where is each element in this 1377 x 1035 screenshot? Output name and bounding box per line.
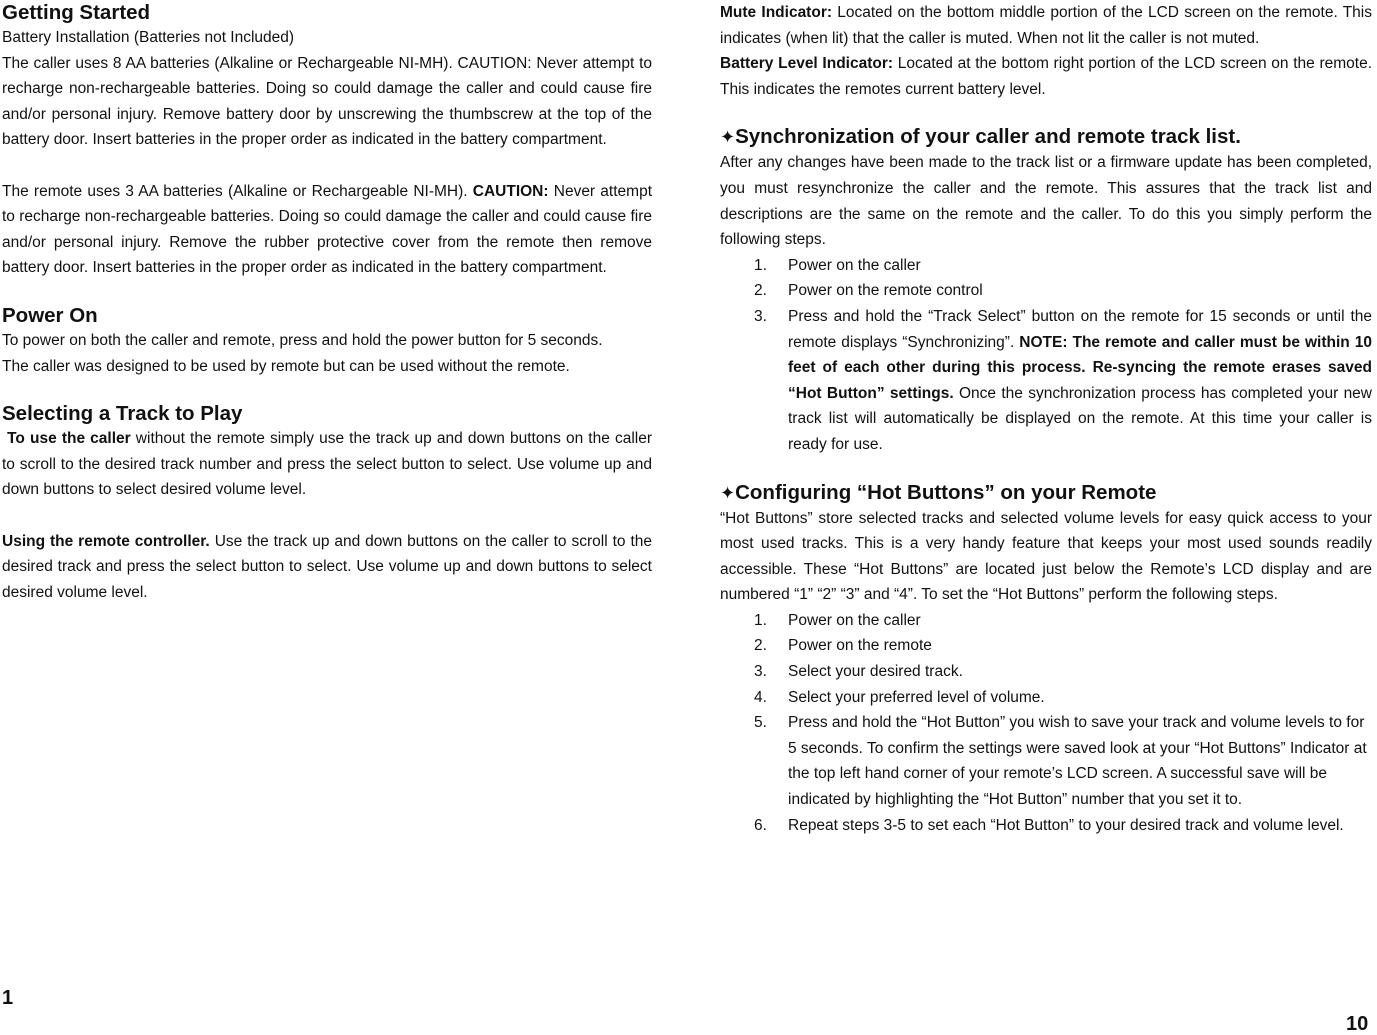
right-page bbox=[720, 0, 1372, 838]
step-text: Power on the remote control bbox=[788, 282, 983, 300]
list-item bbox=[720, 659, 1372, 685]
with-remote-label: Using the remote controller. bbox=[2, 532, 210, 550]
sync-heading-text: Synchronization of your caller and remote track list. bbox=[735, 125, 1241, 149]
page-number-right: 10 bbox=[1346, 1013, 1369, 1035]
list-item bbox=[720, 608, 1372, 634]
step-number: 3. bbox=[754, 663, 767, 681]
with-remote-paragraph bbox=[2, 529, 652, 606]
step-number: 4. bbox=[754, 688, 767, 706]
battery-indicator-label: Battery Level Indicator: bbox=[720, 55, 894, 73]
without-remote-paragraph bbox=[2, 426, 652, 503]
list-item bbox=[720, 304, 1372, 458]
step-text-after: Once the synchronization process has completed your new track list will automatically be displayed on the remote. At this time your caller is ready for use. bbox=[788, 384, 1373, 453]
step-text: Power on the caller bbox=[788, 256, 921, 274]
step-number: 5. bbox=[754, 714, 767, 732]
hot-buttons-heading bbox=[720, 480, 1372, 506]
power-on-paragraph-1: To power on both the caller and remote, press and hold the power button for 5 seconds. bbox=[2, 331, 603, 349]
step-text: Repeat steps 3-5 to set each “Hot Button” to your desired track and volume level. bbox=[788, 816, 1344, 834]
caller-batteries-paragraph: The caller uses 8 AA batteries (Alkaline or Rechargeable NI-MH). CAUTION: Never attempt to recharge non-rechargeable batteries. Doing so could damage the caller and could cause fire and/or personal injury. Remove battery door by unscrewing the thumbscrew at the top of the battery door. Insert batteries in the proper order as indicated in the battery compartment. bbox=[2, 54, 652, 149]
step-text: Select your preferred level of volume. bbox=[788, 688, 1045, 706]
battery-installation-subheading: Battery Installation (Batteries not Included) bbox=[2, 29, 295, 46]
step-number: 6. bbox=[754, 816, 767, 834]
step-text: Select your desired track. bbox=[788, 663, 963, 681]
without-remote-text: without the remote simply use the track up and down buttons on the caller to scroll to the desired track number and press the select button to select. Use volume up and down buttons to select desired volume level. bbox=[2, 430, 653, 499]
sync-note: NOTE: The remote and caller must be within 10 feet of each other during this process. Re-syncing the remote erases saved “Hot Button” settings. bbox=[788, 333, 1372, 402]
step-text: Press and hold the “Hot Button” you wish to save your track and volume levels to for 5 seconds. To confirm the settings were saved look at your “Hot Buttons” Indicator at the top left hand corner of your remote’s LCD screen. A successful save will be indicated by highlighting the “Hot Button” number that you set it to. bbox=[788, 714, 1367, 809]
remote-batteries-paragraph bbox=[2, 179, 652, 281]
power-on-heading: Power On bbox=[2, 303, 98, 327]
step-number: 1. bbox=[754, 611, 767, 629]
star-icon: ✦ bbox=[720, 127, 736, 148]
page-number-left: 1 bbox=[2, 987, 14, 1009]
step-text: Power on the caller bbox=[788, 611, 921, 629]
without-remote-label: To use the caller bbox=[2, 430, 131, 448]
step-number: 3. bbox=[754, 307, 767, 325]
battery-indicator-paragraph bbox=[720, 51, 1372, 102]
list-item bbox=[720, 710, 1372, 812]
with-remote-text: Use the track up and down buttons on the caller to scroll to the desired track and press the select button to select. Use volume up and down buttons to select desired volume level. bbox=[2, 532, 652, 601]
list-item bbox=[720, 253, 1372, 279]
hot-buttons-steps-list bbox=[720, 608, 1372, 838]
sync-heading bbox=[720, 124, 1372, 150]
step-text: Press and hold the “Track Select” button on the remote for 15 seconds or until the remote displays “Synchronizing”. bbox=[788, 307, 1372, 351]
hot-buttons-heading-text: Configuring “Hot Buttons” on your Remote bbox=[735, 480, 1157, 504]
selecting-track-heading: Selecting a Track to Play bbox=[2, 402, 243, 426]
list-item bbox=[720, 278, 1372, 304]
mute-indicator-paragraph bbox=[720, 0, 1372, 51]
mute-indicator-text: Located on the bottom middle portion of the LCD screen on the remote. This indicates (when lit) that the caller is muted. When not lit the caller is not muted. bbox=[720, 4, 1372, 47]
step-number: 1. bbox=[754, 256, 767, 274]
step-number: 2. bbox=[754, 282, 767, 300]
left-page bbox=[2, 0, 652, 605]
remote-batteries-lead: The remote uses 3 AA batteries (Alkaline or Rechargeable NI-MH). bbox=[2, 182, 473, 200]
list-item bbox=[720, 813, 1372, 839]
star-icon: ✦ bbox=[720, 482, 736, 503]
hot-buttons-intro-paragraph: “Hot Buttons” store selected tracks and selected volume levels for easy quick access to your most used tracks. This is a very handy feature that keeps your most used sounds readily accessible. These “Hot Buttons” are located just below the Remote’s LCD display and are numbered “1” “2” “3” and “4”. To set the “Hot Buttons” perform the following steps. bbox=[720, 509, 1372, 604]
getting-started-heading: Getting Started bbox=[2, 1, 151, 24]
power-on-paragraph-2: The caller was designed to be used by remote but can be used without the remote. bbox=[2, 357, 570, 375]
list-item bbox=[720, 633, 1372, 659]
mute-indicator-label: Mute Indicator: bbox=[720, 4, 833, 21]
list-item bbox=[720, 685, 1372, 711]
step-text: Power on the remote bbox=[788, 637, 932, 655]
step-number: 2. bbox=[754, 637, 767, 655]
sync-intro-paragraph: After any changes have been made to the track list or a firmware update has been completed, you must resynchronize the caller and the remote. This assures that the track list and descriptions are the same on the remote and the caller. To do this you simply perform the following steps. bbox=[720, 154, 1372, 249]
sync-steps-list bbox=[720, 253, 1372, 458]
battery-indicator-text: Located at the bottom right portion of the LCD screen on the remote. This indicates the remotes current battery level. bbox=[720, 55, 1372, 98]
remote-caution-label: CAUTION: bbox=[472, 182, 549, 200]
remote-batteries-rest: Never attempt to recharge non-rechargeable batteries. Doing so could damage the caller and could cause fire and/or personal injury. Remove the rubber protective cover from the remote then remove battery door. Insert batteries in the proper order as indicated in the battery compartment. bbox=[2, 182, 652, 277]
